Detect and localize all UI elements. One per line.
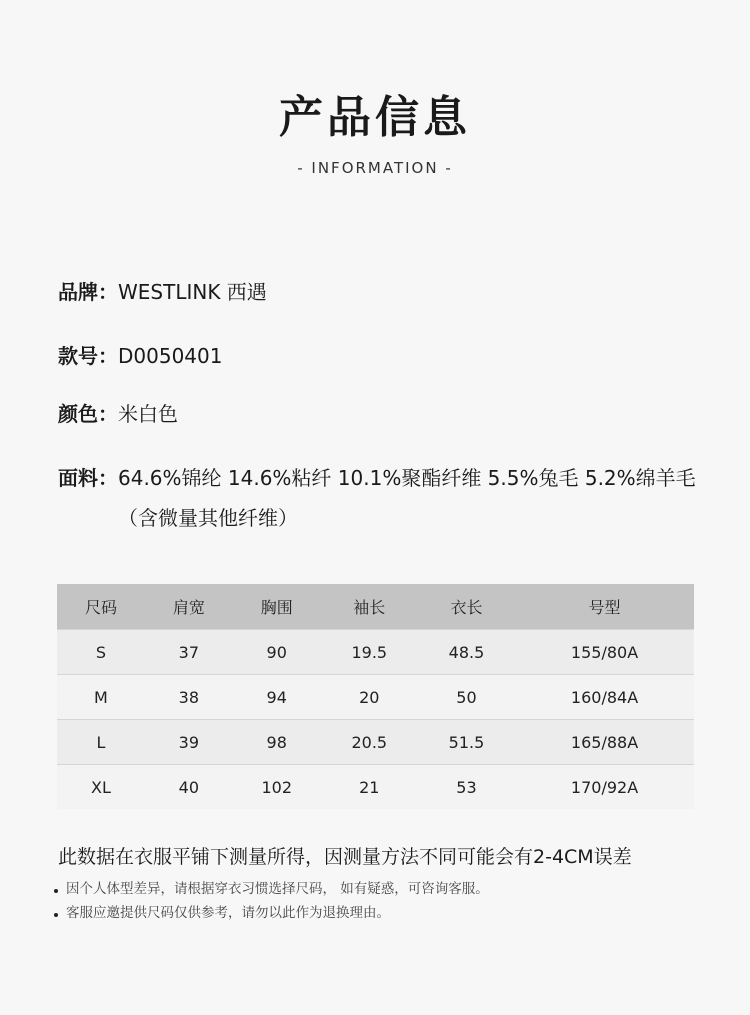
style-number-row: [58, 336, 698, 376]
table-cell: 20: [321, 675, 418, 720]
color-label: 颜色：: [58, 402, 118, 426]
table-row: [57, 720, 694, 765]
header-size: 尺码: [57, 584, 145, 630]
color-value: 米白色: [118, 402, 178, 426]
table-cell: 50: [418, 675, 515, 720]
measurement-note: 此数据在衣服平铺下测量所得，因测量方法不同可能会有2-4CM误差: [58, 846, 632, 868]
table-cell: 48.5: [418, 630, 515, 675]
table-row: [57, 675, 694, 720]
table-cell: 39: [145, 720, 233, 765]
table-cell: 98: [233, 720, 321, 765]
header-shoulder: 肩宽: [145, 584, 233, 630]
table-cell: 94: [233, 675, 321, 720]
page-subtitle: - INFORMATION -: [297, 159, 453, 177]
table-cell: 38: [145, 675, 233, 720]
brand-row: [58, 272, 698, 312]
page-title: 产品信息: [279, 92, 471, 143]
list-item: [54, 901, 489, 925]
fabric-row: [58, 458, 698, 538]
table-cell: S: [57, 630, 145, 675]
table-row: [57, 630, 694, 675]
table-cell: M: [57, 675, 145, 720]
size-table: [57, 584, 694, 809]
table-cell: L: [57, 720, 145, 765]
table-cell: 21: [321, 765, 418, 810]
note-list: [54, 877, 489, 925]
table-cell: 165/88A: [515, 720, 694, 765]
table-cell: 20.5: [321, 720, 418, 765]
table-row: [57, 765, 694, 810]
fabric-value: 64.6%锦纶 14.6%粘纤 10.1%聚酯纤维 5.5%兔毛 5.2%绵羊毛（含微量其他纤维）: [118, 466, 696, 530]
table-cell: 40: [145, 765, 233, 810]
table-cell: 160/84A: [515, 675, 694, 720]
color-row: [58, 394, 698, 434]
table-cell: 90: [233, 630, 321, 675]
header-length: 衣长: [418, 584, 515, 630]
list-item: [54, 877, 489, 901]
table-cell: 102: [233, 765, 321, 810]
header-chest: 胸围: [233, 584, 321, 630]
table-cell: 170/92A: [515, 765, 694, 810]
bullet-icon: [54, 889, 58, 893]
style-number-label: 款号：: [58, 344, 118, 368]
style-number-value: D0050401: [118, 344, 223, 368]
table-cell: XL: [57, 765, 145, 810]
table-cell: 53: [418, 765, 515, 810]
note-text: 客服应邀提供尺码仅供参考，请勿以此作为退换理由。: [66, 905, 390, 921]
table-cell: 19.5: [321, 630, 418, 675]
header-fit: 号型: [515, 584, 694, 630]
table-cell: 37: [145, 630, 233, 675]
bullet-icon: [54, 913, 58, 917]
table-cell: 51.5: [418, 720, 515, 765]
table-cell: 155/80A: [515, 630, 694, 675]
fabric-label: 面料：: [58, 466, 118, 490]
brand-value: WESTLINK 西遇: [118, 280, 267, 304]
brand-label: 品牌：: [58, 280, 118, 304]
header-sleeve: 袖长: [321, 584, 418, 630]
size-table-header: [57, 584, 694, 630]
note-text: 因个人体型差异，请根据穿衣习惯选择尺码， 如有疑惑，可咨询客服。: [66, 881, 489, 897]
